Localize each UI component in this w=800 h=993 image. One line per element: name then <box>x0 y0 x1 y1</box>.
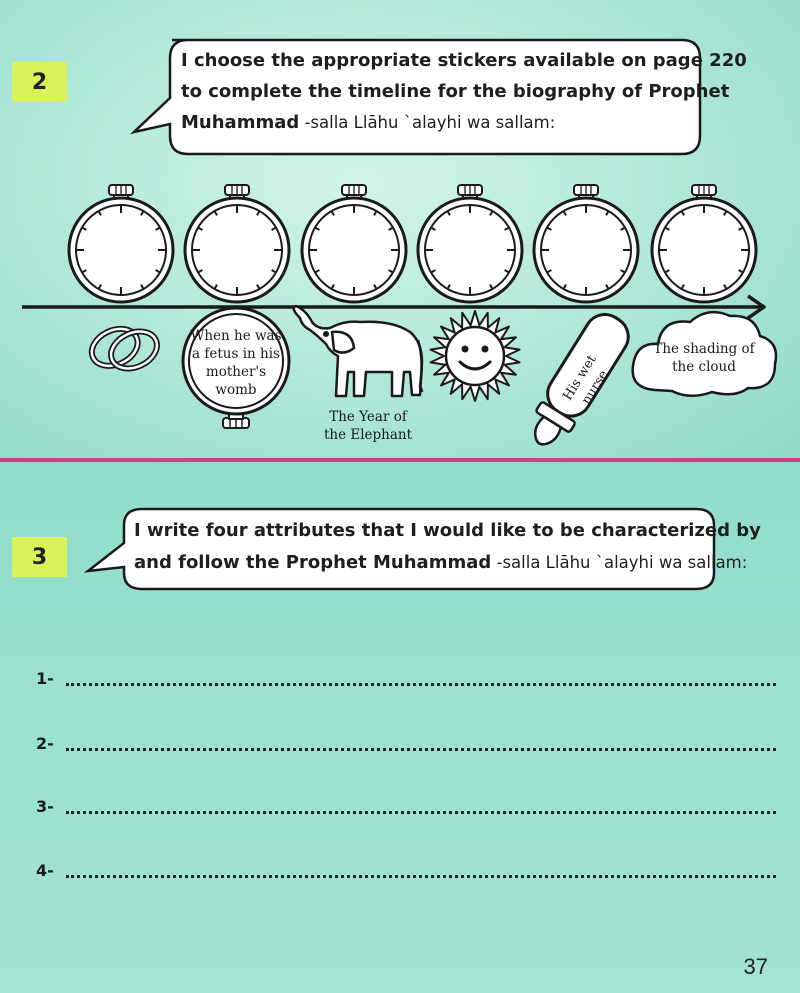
dotted-writing-line[interactable] <box>66 811 776 814</box>
instruction-light-part: -salla Llāhu `alayhi wa sallam: <box>491 553 748 572</box>
elephant-sticker-label: The Year of the Elephant <box>323 409 413 443</box>
elephant-icon <box>294 306 422 396</box>
answer-line-3[interactable] <box>36 797 776 821</box>
instruction-line: to complete the timeline for the biography of Prophet <box>181 81 730 102</box>
answer-line-4[interactable] <box>36 861 776 885</box>
answer-line-1[interactable] <box>36 669 776 693</box>
activity-number: 3 <box>31 544 48 570</box>
answer-number: 4- <box>36 861 54 880</box>
bottle-sticker-label: His wet nurse <box>560 352 612 408</box>
fetus-sticker-label: When he was a fetus in his mother's womb <box>190 328 282 398</box>
instruction-3 <box>134 515 761 579</box>
sun-icon <box>431 311 520 401</box>
activity-number: 2 <box>31 69 48 95</box>
answer-number: 3- <box>36 797 54 816</box>
instruction-bold-part: Muhammad <box>181 112 300 133</box>
instruction-line: I choose the appropriate stickers available on page 220 <box>181 50 747 71</box>
instruction-line: I write four attributes that I would like to be characterized by <box>134 520 761 541</box>
page-number: 37 <box>743 954 768 979</box>
stopwatch-slot-3[interactable] <box>302 185 406 302</box>
stopwatch-slot-5[interactable] <box>534 185 638 302</box>
dotted-writing-line[interactable] <box>66 748 776 751</box>
stopwatch-slot-1[interactable] <box>69 185 173 302</box>
answer-number: 1- <box>36 669 54 688</box>
stopwatch-slot-4[interactable] <box>418 185 522 302</box>
dotted-writing-line[interactable] <box>66 683 776 686</box>
instruction-bold-part: and follow the Prophet Muhammad <box>134 552 492 573</box>
activity-number-badge-3 <box>12 537 67 577</box>
dotted-writing-line[interactable] <box>66 875 776 878</box>
answer-number: 2- <box>36 734 54 753</box>
stopwatch-slot-6[interactable] <box>652 185 756 302</box>
cloud-sticker-label: The shading of the cloud <box>653 341 755 375</box>
instruction-line <box>134 547 761 579</box>
rings-icon <box>86 322 163 376</box>
stopwatch-slot-2[interactable] <box>185 185 289 302</box>
instruction-light-part: -salla Llāhu `alayhi wa sallam: <box>299 113 556 132</box>
timeline-graphic <box>0 0 800 458</box>
answer-line-2[interactable] <box>36 734 776 758</box>
